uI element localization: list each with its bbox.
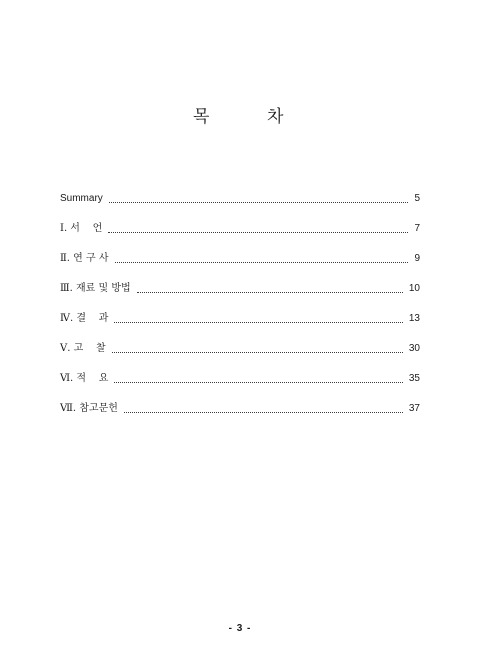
dot-leader: [124, 412, 403, 413]
toc-entry-page: 7: [414, 223, 420, 234]
toc-entry-discussion[interactable]: [60, 340, 420, 358]
dot-leader: [108, 232, 408, 233]
toc-entry-abstract[interactable]: [60, 370, 420, 388]
dot-leader: [114, 322, 402, 323]
dot-leader: [115, 262, 409, 263]
toc-entry-page: 30: [408, 343, 420, 354]
page-number: - 3 -: [228, 623, 252, 634]
dot-leader: [109, 202, 409, 203]
toc-entry-page: 37: [408, 403, 420, 414]
dot-leader: [114, 382, 402, 383]
toc-title-first-char: 목: [193, 107, 210, 127]
toc-entry-page: 9: [414, 253, 420, 264]
toc-entry-label: Ⅵ. 적 요: [60, 373, 109, 384]
toc-title-second-char: 차: [267, 107, 284, 127]
toc-entry-label: Summary: [60, 193, 103, 204]
dot-leader: [137, 292, 403, 293]
toc-entry-research-history[interactable]: [60, 250, 420, 268]
toc-entry-introduction[interactable]: [60, 220, 420, 238]
toc-entry-page: 35: [408, 373, 420, 384]
toc-entry-label: Ⅴ. 고 찰: [60, 343, 106, 354]
toc-title: [0, 104, 480, 130]
toc-entry-label: Ⅶ. 참고문헌: [60, 403, 118, 414]
toc-entry-label: Ⅱ. 연 구 사: [60, 253, 109, 264]
toc-entry-results[interactable]: [60, 310, 420, 328]
dot-leader: [112, 352, 403, 353]
toc-entry-label: Ⅰ. 서 언: [60, 223, 103, 234]
toc-entry-references[interactable]: [60, 400, 420, 418]
toc-entry-materials-methods[interactable]: [60, 280, 420, 298]
toc-entry-page: 13: [408, 313, 420, 324]
toc-entry-label: Ⅳ. 결 과: [60, 313, 109, 324]
toc-entry-summary[interactable]: [60, 190, 420, 208]
toc-entry-page: 10: [408, 283, 420, 294]
toc-entry-page: 5: [414, 193, 420, 204]
toc-entry-label: Ⅲ. 재료 및 방법: [60, 283, 131, 294]
